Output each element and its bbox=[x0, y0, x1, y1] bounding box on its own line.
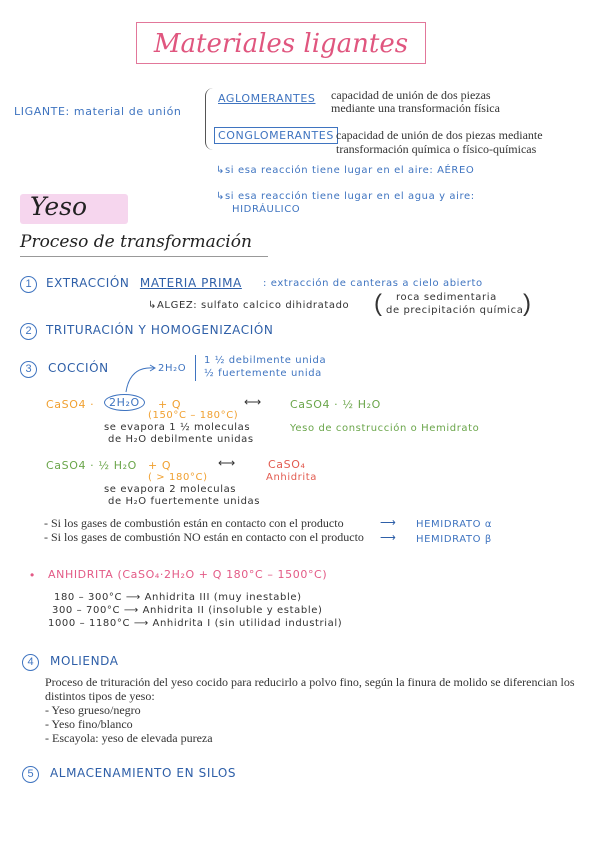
water-formula: 2H₂O bbox=[158, 363, 187, 374]
gas-line-1: - Si los gases de combustión están en contacto con el producto bbox=[44, 516, 344, 530]
reaction-1-temp: (150°C – 180°C) bbox=[148, 410, 239, 421]
anhidrita-item-2: 300 – 700°C ⟶ Anhidrita II (insoluble y estable) bbox=[52, 605, 323, 616]
step-1-number: 1 bbox=[20, 274, 37, 293]
reaction-1-result: Yeso de construcción o Hemidrato bbox=[290, 423, 480, 434]
step-4-list-3: - Escayola: yeso de elevada pureza bbox=[45, 731, 213, 745]
reaction-1-product: CaSO4 · ½ H₂O bbox=[290, 398, 381, 411]
step-4-number: 4 bbox=[22, 652, 39, 671]
step-4-list-1: - Yeso grueso/negro bbox=[45, 703, 141, 717]
gas-line-2-result: HEMIDRATO β bbox=[416, 534, 492, 545]
aglomerantes-desc-2: mediante una transformación física bbox=[331, 101, 500, 115]
gas-line-1-arrow: ⟶ bbox=[380, 517, 396, 529]
step-4-list-2: - Yeso fino/blanco bbox=[45, 717, 133, 731]
water-half-1: 1 ½ debilmente unida bbox=[204, 355, 327, 366]
gas-line-2: - Si los gases de combustión NO están en contacto con el producto bbox=[44, 530, 364, 544]
brace bbox=[205, 88, 214, 150]
reaction-2-arrow: ⟷ bbox=[218, 456, 236, 470]
title-box bbox=[136, 22, 426, 64]
hidraulico-note-2: HIDRÁULICO bbox=[232, 204, 301, 215]
proceso-underline bbox=[20, 256, 268, 257]
gas-line-1-result: HEMIDRATO α bbox=[416, 519, 493, 530]
anhidrita-title: ANHIDRITA (CaSO₄·2H₂O + Q 180°C – 1500°C) bbox=[48, 568, 328, 581]
gas-line-2-arrow: ⟶ bbox=[380, 532, 396, 544]
aereo-note: ↳si esa reacción tiene lugar en el aire: AÉREO bbox=[216, 165, 475, 176]
step-5-title: ALMACENAMIENTO EN SILOS bbox=[50, 766, 237, 780]
step-1-title: EXTRACCIÓN MATERIA PRIMA bbox=[46, 276, 242, 290]
step-2-title: TRITURACIÓN Y HOMOGENIZACIÓN bbox=[46, 323, 274, 337]
step-3-number: 3 bbox=[20, 359, 37, 378]
reaction-1-heat: + Q bbox=[158, 398, 182, 411]
reaction-2-reactant: CaSO4 · ½ H₂O bbox=[46, 459, 137, 472]
reaction-2-note-1: se evapora 2 moleculas bbox=[104, 484, 237, 495]
step-3-title: COCCIÓN bbox=[48, 361, 109, 375]
step-1-roca-1: roca sedimentaria bbox=[396, 292, 497, 303]
reaction-2-temp: ( > 180°C) bbox=[148, 472, 208, 483]
conglomerantes-desc-2: transformación química o físico-químicas bbox=[336, 142, 537, 156]
step-2-number: 2 bbox=[20, 321, 37, 340]
hidraulico-note-1: ↳si esa reacción tiene lugar en el agua y aire: bbox=[216, 191, 475, 202]
reaction-2-heat: + Q bbox=[148, 459, 172, 472]
aglomerantes-desc-1: capacidad de unión de dos piezas bbox=[331, 88, 491, 102]
anhidrita-item-1: 180 – 300°C ⟶ Anhidrita III (muy inestable) bbox=[54, 592, 302, 603]
page-title: Materiales ligantes bbox=[153, 29, 409, 59]
step-4-paragraph-1: Proceso de trituración del yeso cocido para reducirlo a polvo fino, según la finura de molido se diferencian los bbox=[45, 675, 575, 689]
reaction-1-note-2: de H₂O debilmente unidas bbox=[108, 434, 254, 445]
conglomerantes-desc-1: capacidad de unión de dos piezas mediante bbox=[336, 128, 543, 142]
reaction-1-note-1: se evapora 1 ½ moleculas bbox=[104, 422, 251, 433]
conglomerantes-label: CONGLOMERANTES bbox=[214, 127, 338, 144]
reaction-1-arrow: ⟷ bbox=[244, 395, 262, 409]
yeso-heading: Yeso bbox=[30, 192, 88, 221]
paren-right: ) bbox=[523, 290, 531, 317]
water-divider bbox=[195, 355, 196, 381]
anhidrita-item-3: 1000 – 1180°C ⟶ Anhidrita I (sin utilidad industrial) bbox=[48, 618, 343, 629]
step-4-title: MOLIENDA bbox=[50, 654, 119, 668]
step-4-paragraph-2: distintos tipos de yeso: bbox=[45, 689, 155, 703]
reaction-2-product-name: Anhidrita bbox=[266, 472, 317, 483]
aglomerantes-label: AGLOMERANTES bbox=[218, 92, 316, 105]
proceso-heading: Proceso de transformación bbox=[20, 232, 252, 252]
reaction-1-reactant: CaSO4 · bbox=[46, 398, 95, 411]
step-1-algez: ↳ALGEZ: sulfato calcico dihidratado bbox=[148, 300, 350, 311]
water-half-2: ½ fuertemente unida bbox=[204, 368, 322, 379]
paren-left: ( bbox=[374, 290, 382, 317]
reaction-2-product: CaSO₄ bbox=[268, 458, 306, 471]
reaction-2-note-2: de H₂O fuertemente unidas bbox=[108, 496, 261, 507]
step-1-desc: : extracción de canteras a cielo abierto bbox=[263, 278, 483, 289]
anhidrita-bullet: • bbox=[30, 568, 35, 582]
ligante-label: LIGANTE: material de unión bbox=[14, 105, 182, 118]
step-5-number: 5 bbox=[22, 764, 39, 783]
step-1-roca-2: de precipitación química bbox=[386, 305, 524, 316]
reaction-1-water: 2H₂O bbox=[104, 394, 145, 411]
curved-arrow bbox=[120, 358, 160, 396]
